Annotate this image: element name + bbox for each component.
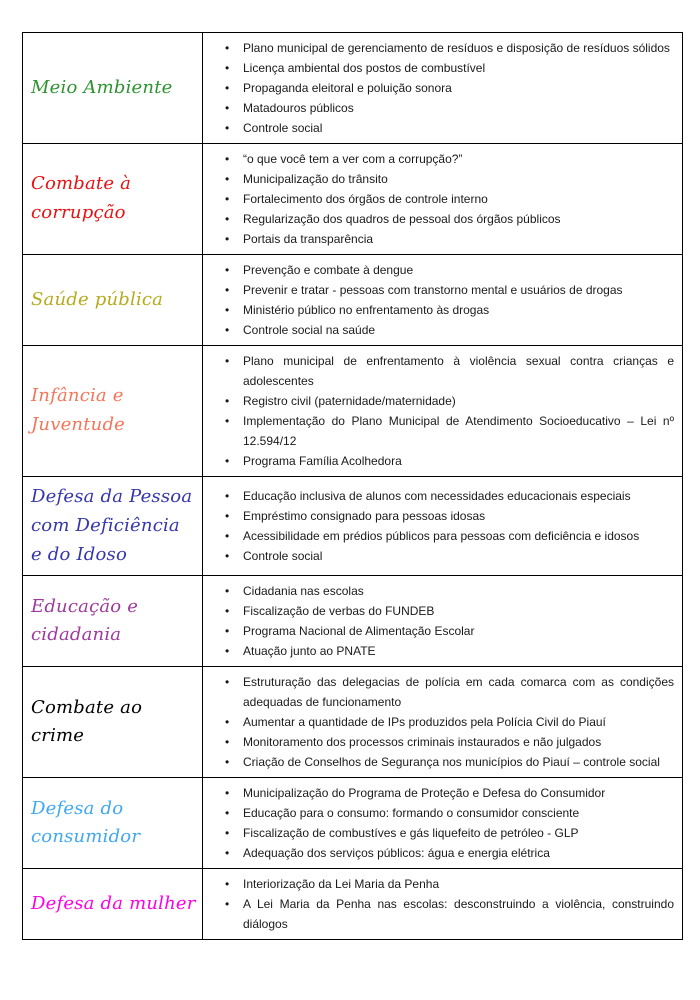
bullet-icon: •	[225, 152, 230, 166]
item-text: Acessibilidade em prédios públicos para pessoas com deficiência e idosos	[243, 529, 640, 544]
bullet-icon: •	[225, 786, 230, 801]
category-label: Defesa da Pessoa com Deficiência e do Idoso	[31, 486, 193, 565]
bullet-icon: •	[225, 263, 230, 277]
list-item	[203, 149, 678, 169]
items-cell	[203, 869, 683, 940]
item-text: Cidadania nas escolas	[243, 584, 364, 599]
item-text: Empréstimo consignado para pessoas idosas	[243, 509, 486, 524]
items-cell	[203, 778, 683, 869]
bullet-icon: •	[225, 624, 230, 639]
item-text: Ministério público no enfrentamento às drogas	[243, 303, 490, 317]
list-item	[203, 803, 678, 823]
bullet-icon: •	[225, 81, 230, 95]
list-item	[203, 712, 678, 732]
table-row	[23, 869, 683, 940]
list-item	[203, 78, 678, 98]
bullet-icon: •	[225, 715, 230, 730]
list-item	[203, 451, 678, 471]
items-cell	[203, 255, 683, 346]
list-item	[203, 58, 678, 78]
items-list	[203, 486, 678, 566]
bullet-icon: •	[225, 584, 230, 599]
bullet-icon: •	[225, 454, 230, 468]
list-item	[203, 351, 678, 391]
item-text: Matadouros públicos	[243, 101, 354, 115]
item-text: Plano municipal de gerenciamento de resíduos e disposição de resíduos sólidos	[243, 41, 670, 55]
bullet-icon: •	[225, 41, 230, 55]
bullet-icon: •	[225, 232, 230, 246]
items-list	[203, 351, 678, 471]
list-item	[203, 118, 678, 138]
items-cell	[203, 33, 683, 144]
bullet-icon: •	[225, 806, 230, 821]
list-item	[203, 260, 678, 280]
table-row	[23, 477, 683, 576]
bullet-icon: •	[225, 826, 230, 841]
bullet-icon: •	[225, 283, 230, 297]
items-cell	[203, 346, 683, 477]
bullet-icon: •	[225, 172, 230, 186]
items-list	[203, 783, 678, 863]
bullet-icon: •	[225, 755, 230, 770]
category-label: Combate à corrupção	[31, 173, 132, 223]
list-item	[203, 843, 678, 863]
category-cell	[23, 778, 203, 869]
table-row	[23, 667, 683, 778]
category-label: Defesa da mulher	[31, 892, 196, 914]
category-label: Educação e cidadania	[31, 595, 139, 646]
bullet-icon: •	[225, 877, 230, 892]
bullet-icon: •	[225, 644, 230, 659]
item-text: Fiscalização de combustíves e gás liquefeito de petróleo - GLP	[243, 826, 579, 841]
bullet-icon: •	[225, 529, 230, 544]
list-item	[203, 486, 678, 506]
item-text: Municipalização do trânsito	[243, 172, 388, 186]
item-text: Regularização dos quadros de pessoal dos órgãos públicos	[243, 212, 561, 226]
list-item	[203, 894, 678, 934]
table-row	[23, 576, 683, 667]
list-item	[203, 169, 678, 189]
list-item	[203, 280, 678, 300]
items-list	[203, 38, 678, 138]
items-cell	[203, 144, 683, 255]
list-item	[203, 581, 678, 601]
bullet-icon: •	[225, 354, 230, 368]
bullet-icon: •	[225, 61, 230, 75]
bullet-icon: •	[225, 509, 230, 524]
category-cell	[23, 346, 203, 477]
table-row	[23, 778, 683, 869]
bullet-icon: •	[225, 489, 230, 504]
list-item	[203, 38, 678, 58]
item-text: Controle social	[243, 121, 323, 135]
list-item	[203, 391, 678, 411]
category-label: Combate ao crime	[31, 696, 143, 747]
list-item	[203, 874, 678, 894]
item-text: Controle social	[243, 549, 323, 564]
table-row	[23, 144, 683, 255]
category-cell	[23, 477, 203, 576]
bullet-icon: •	[225, 303, 230, 317]
item-text: Fortalecimento dos órgãos de controle interno	[243, 192, 488, 206]
list-item	[203, 526, 678, 546]
list-item	[203, 752, 678, 772]
item-text: Municipalização do Programa de Proteção e Defesa do Consumidor	[243, 786, 606, 801]
item-text: Licença ambiental dos postos de combustível	[243, 61, 486, 75]
table-row	[23, 346, 683, 477]
list-item	[203, 229, 678, 249]
category-label: Defesa do consumidor	[31, 797, 141, 848]
list-item	[203, 783, 678, 803]
item-text: Programa Nacional de Alimentação Escolar	[243, 624, 475, 639]
topics-table-body	[23, 33, 683, 940]
item-text: Educação para o consumo: formando o consumidor consciente	[243, 806, 580, 821]
items-list	[203, 149, 678, 249]
table-row	[23, 33, 683, 144]
list-item	[203, 189, 678, 209]
item-text: Fiscalização de verbas do FUNDEB	[243, 604, 435, 619]
item-text: Interiorização da Lei Maria da Penha	[243, 877, 440, 892]
item-text: Controle social na saúde	[243, 323, 376, 337]
item-text: Monitoramento dos processos criminais instaurados e não julgados	[243, 735, 602, 750]
list-item	[203, 732, 678, 752]
bullet-icon: •	[225, 192, 230, 206]
bullet-icon: •	[225, 897, 230, 912]
list-item	[203, 300, 678, 320]
item-text: Prevenção e combate à dengue	[243, 263, 414, 277]
items-cell	[203, 576, 683, 667]
category-cell	[23, 667, 203, 778]
category-cell	[23, 255, 203, 346]
item-text: Implementação do Plano Municipal de Atendimento Socioeducativo – Lei nº 12.594/12	[243, 414, 674, 448]
item-text: Atuação junto ao PNATE	[243, 644, 376, 659]
bullet-icon: •	[225, 394, 230, 408]
list-item	[203, 209, 678, 229]
bullet-icon: •	[225, 323, 230, 337]
items-list	[203, 874, 678, 934]
item-text: Programa Família Acolhedora	[243, 454, 402, 468]
table-row	[23, 255, 683, 346]
items-list	[203, 581, 678, 661]
item-text: Aumentar a quantidade de IPs produzidos pela Polícia Civil do Piauí	[243, 715, 606, 730]
item-text: Criação de Conselhos de Segurança nos municípios do Piauí – controle social	[243, 755, 660, 770]
category-cell	[23, 144, 203, 255]
list-item	[203, 98, 678, 118]
items-cell	[203, 477, 683, 576]
item-text: A Lei Maria da Penha nas escolas: desconstruindo a violência, construindo diálogos	[243, 897, 674, 932]
bullet-icon: •	[225, 846, 230, 861]
category-cell	[23, 33, 203, 144]
item-text: Propaganda eleitoral e poluição sonora	[243, 81, 452, 95]
category-cell	[23, 576, 203, 667]
bullet-icon: •	[225, 675, 230, 690]
list-item	[203, 411, 678, 451]
item-text: Plano municipal de enfrentamento à violência sexual contra crianças e adolescentes	[243, 354, 674, 388]
item-text: “o que você tem a ver com a corrupção?”	[243, 152, 463, 166]
bullet-icon: •	[225, 549, 230, 564]
list-item	[203, 641, 678, 661]
item-text: Prevenir e tratar - pessoas com transtorno mental e usuários de drogas	[243, 283, 623, 297]
category-label: Meio Ambiente	[31, 76, 173, 98]
bullet-icon: •	[225, 212, 230, 226]
list-item	[203, 546, 678, 566]
list-item	[203, 320, 678, 340]
item-text: Registro civil (paternidade/maternidade)	[243, 394, 456, 408]
items-cell	[203, 667, 683, 778]
list-item	[203, 672, 678, 712]
category-label: Infância e Juventude	[31, 385, 126, 435]
item-text: Portais da transparência	[243, 232, 374, 246]
item-text: Adequação dos serviços públicos: água e energia elétrica	[243, 846, 550, 861]
bullet-icon: •	[225, 121, 230, 135]
category-label: Saúde pública	[31, 288, 164, 310]
bullet-icon: •	[225, 604, 230, 619]
items-list	[203, 672, 678, 772]
list-item	[203, 621, 678, 641]
item-text: Estruturação das delegacias de polícia em cada comarca com as condições adequadas de funcionamento	[243, 675, 674, 710]
category-cell	[23, 869, 203, 940]
bullet-icon: •	[225, 414, 230, 428]
items-list	[203, 260, 678, 340]
list-item	[203, 601, 678, 621]
item-text: Educação inclusiva de alunos com necessidades educacionais especiais	[243, 489, 631, 504]
list-item	[203, 506, 678, 526]
topics-table	[22, 32, 683, 940]
list-item	[203, 823, 678, 843]
bullet-icon: •	[225, 735, 230, 750]
bullet-icon: •	[225, 101, 230, 115]
